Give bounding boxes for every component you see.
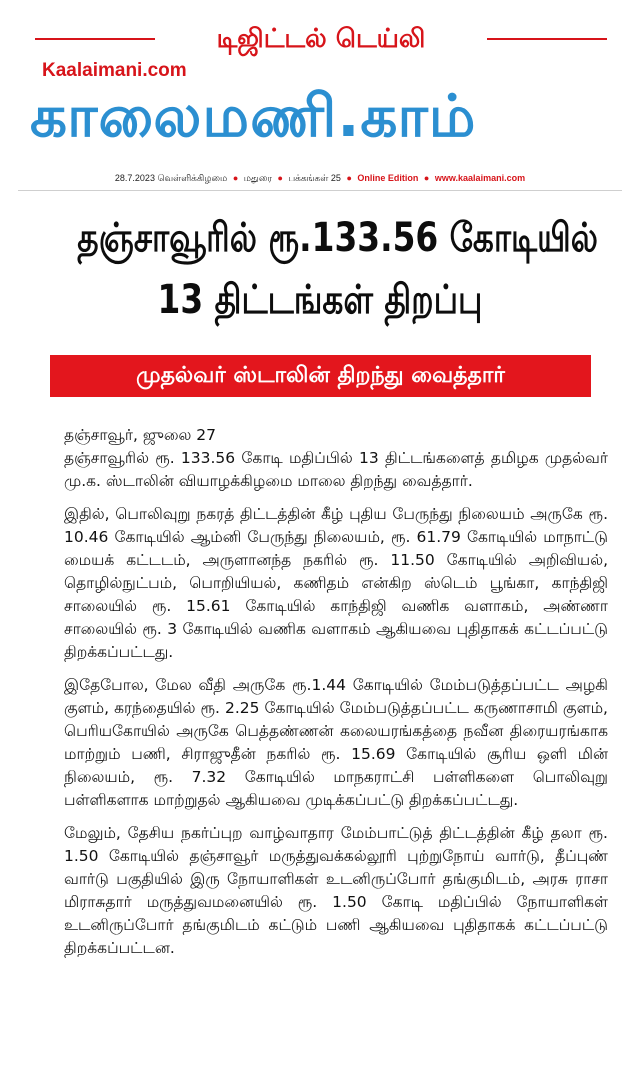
headline-line-2: 13 திட்டங்கள் திறப்பு xyxy=(157,277,483,323)
edition-label: Online Edition xyxy=(357,173,419,183)
tagline: டிஜிட்டல் டெய்லி xyxy=(216,24,426,54)
article-body xyxy=(64,424,608,970)
headline-line-1: தஞ்சாவூரில் ரூ.133.56 கோடியில் xyxy=(77,215,599,261)
site-name-small: Kaalaimani.com xyxy=(42,60,187,81)
article-paragraph: தஞ்சாவூரில் ரூ. 133.56 கோடி மதிப்பில் 13 திட்டங்களைத் தமிழக முதல்வர் மு.க. ஸ்டாலின் வியாழக்கிழமை மாலை திறந்து வைத்தார். xyxy=(64,449,608,490)
article-paragraph: இதேபோல, மேல வீதி அருகே ரூ.1.44 கோடியில் மேம்படுத்தப்பட்ட அழகி குளம், கரந்தையில் ரூ. 2.25 கோடியில் மேம்படுத்தப்பட்ட கருணாசாமி குளம், பெரியகோயில் அருகே பெத்தண்ணன் கலையரங்கத்தை நவீன திரையரங்காக மாற்றும் பணி, சிராஜுதீன் நகரில் ரூ. 15.69 கோடியில் சூரிய ஒளி மின் நிலையம், ரூ. 7.32 கோடியில் மாநகராட்சி பள்ளிகளை பொலிவுறு பள்ளிகளாக மாற்றுதல் ஆகியவை முடிக்கப்பட்டு திறக்கப்பட்டது. xyxy=(64,676,608,809)
issue-date: 28.7.2023 xyxy=(114,173,155,183)
article-place-date: தஞ்சாவூர், ஜுலை 27 xyxy=(64,426,217,444)
article-paragraph: இதில், பொலிவுறு நகரத் திட்டத்தின் கீழ் புதிய பேருந்து நிலையம் அருகே ரூ. 10.46 கோடியில் ஆம்னி பேருந்து நிலையம், ரூ. 61.79 கோடியில் மாநாட்டு மையக் கட்டடம், அருளானந்த நகரில் ரூ. 11.50 கோடியில் அறிவியல், தொழில்நுட்பம், பொறியியல், கணிதம் என்கிற ஸ்டெம் பூங்கா, காந்திஜி சாலையில் ரூ. 15.61 கோடியில் காந்திஜி வணிக வளாகம், அண்ணா சாலையில் ரூ. 3 கோடியில் வணிக வளாகம் ஆகியவை புதிதாகக் கட்டப்பட்டு திறக்கப்பட்டது. xyxy=(64,505,608,661)
issue-day: வெள்ளிக்கிழமை xyxy=(157,173,228,183)
dateline xyxy=(0,168,640,188)
tagline-rule-left xyxy=(35,38,155,40)
masthead xyxy=(18,14,622,162)
issue-city: மதுரை xyxy=(243,173,272,183)
newspaper-logo: காலைமணி.காம் xyxy=(30,82,477,150)
tagline-bar xyxy=(35,20,607,58)
bullet-icon: ● xyxy=(277,173,283,183)
divider xyxy=(18,190,622,191)
bullet-icon: ● xyxy=(346,173,352,183)
tagline-rule-right xyxy=(487,38,607,40)
article-paragraph: மேலும், தேசிய நகர்ப்புற வாழ்வாதார மேம்பாட்டுத் திட்டத்தின் கீழ் தலா ரூ. 1.50 கோடியில் தஞ்சாவூர் மருத்துவக்கல்லூரி புற்றுநோய் வார்டு, தீப்புண் வார்டு பகுதியில் இரு நோயாளிகள் உடனிருப்போர் தங்குமிடம், அரசு ராசா மிராசுதார் மருத்துவமனையில் ரூ. 1.50 கோடி மதிப்பில் நோயாளிகள் உடனிருப்போர் தங்குமிடம் கட்டும் பணி ஆகியவை புதிதாகக் கட்டப்பட்டு திறக்கப்பட்டன. xyxy=(64,824,608,957)
page-count: பக்கங்கள் 25 xyxy=(288,173,341,183)
subheadline-banner: முதல்வர் ஸ்டாலின் திறந்து வைத்தார் xyxy=(50,355,591,397)
bullet-icon: ● xyxy=(232,173,239,183)
website-link[interactable]: www.kaalaimani.com xyxy=(434,173,526,183)
bullet-icon: ● xyxy=(423,173,430,183)
